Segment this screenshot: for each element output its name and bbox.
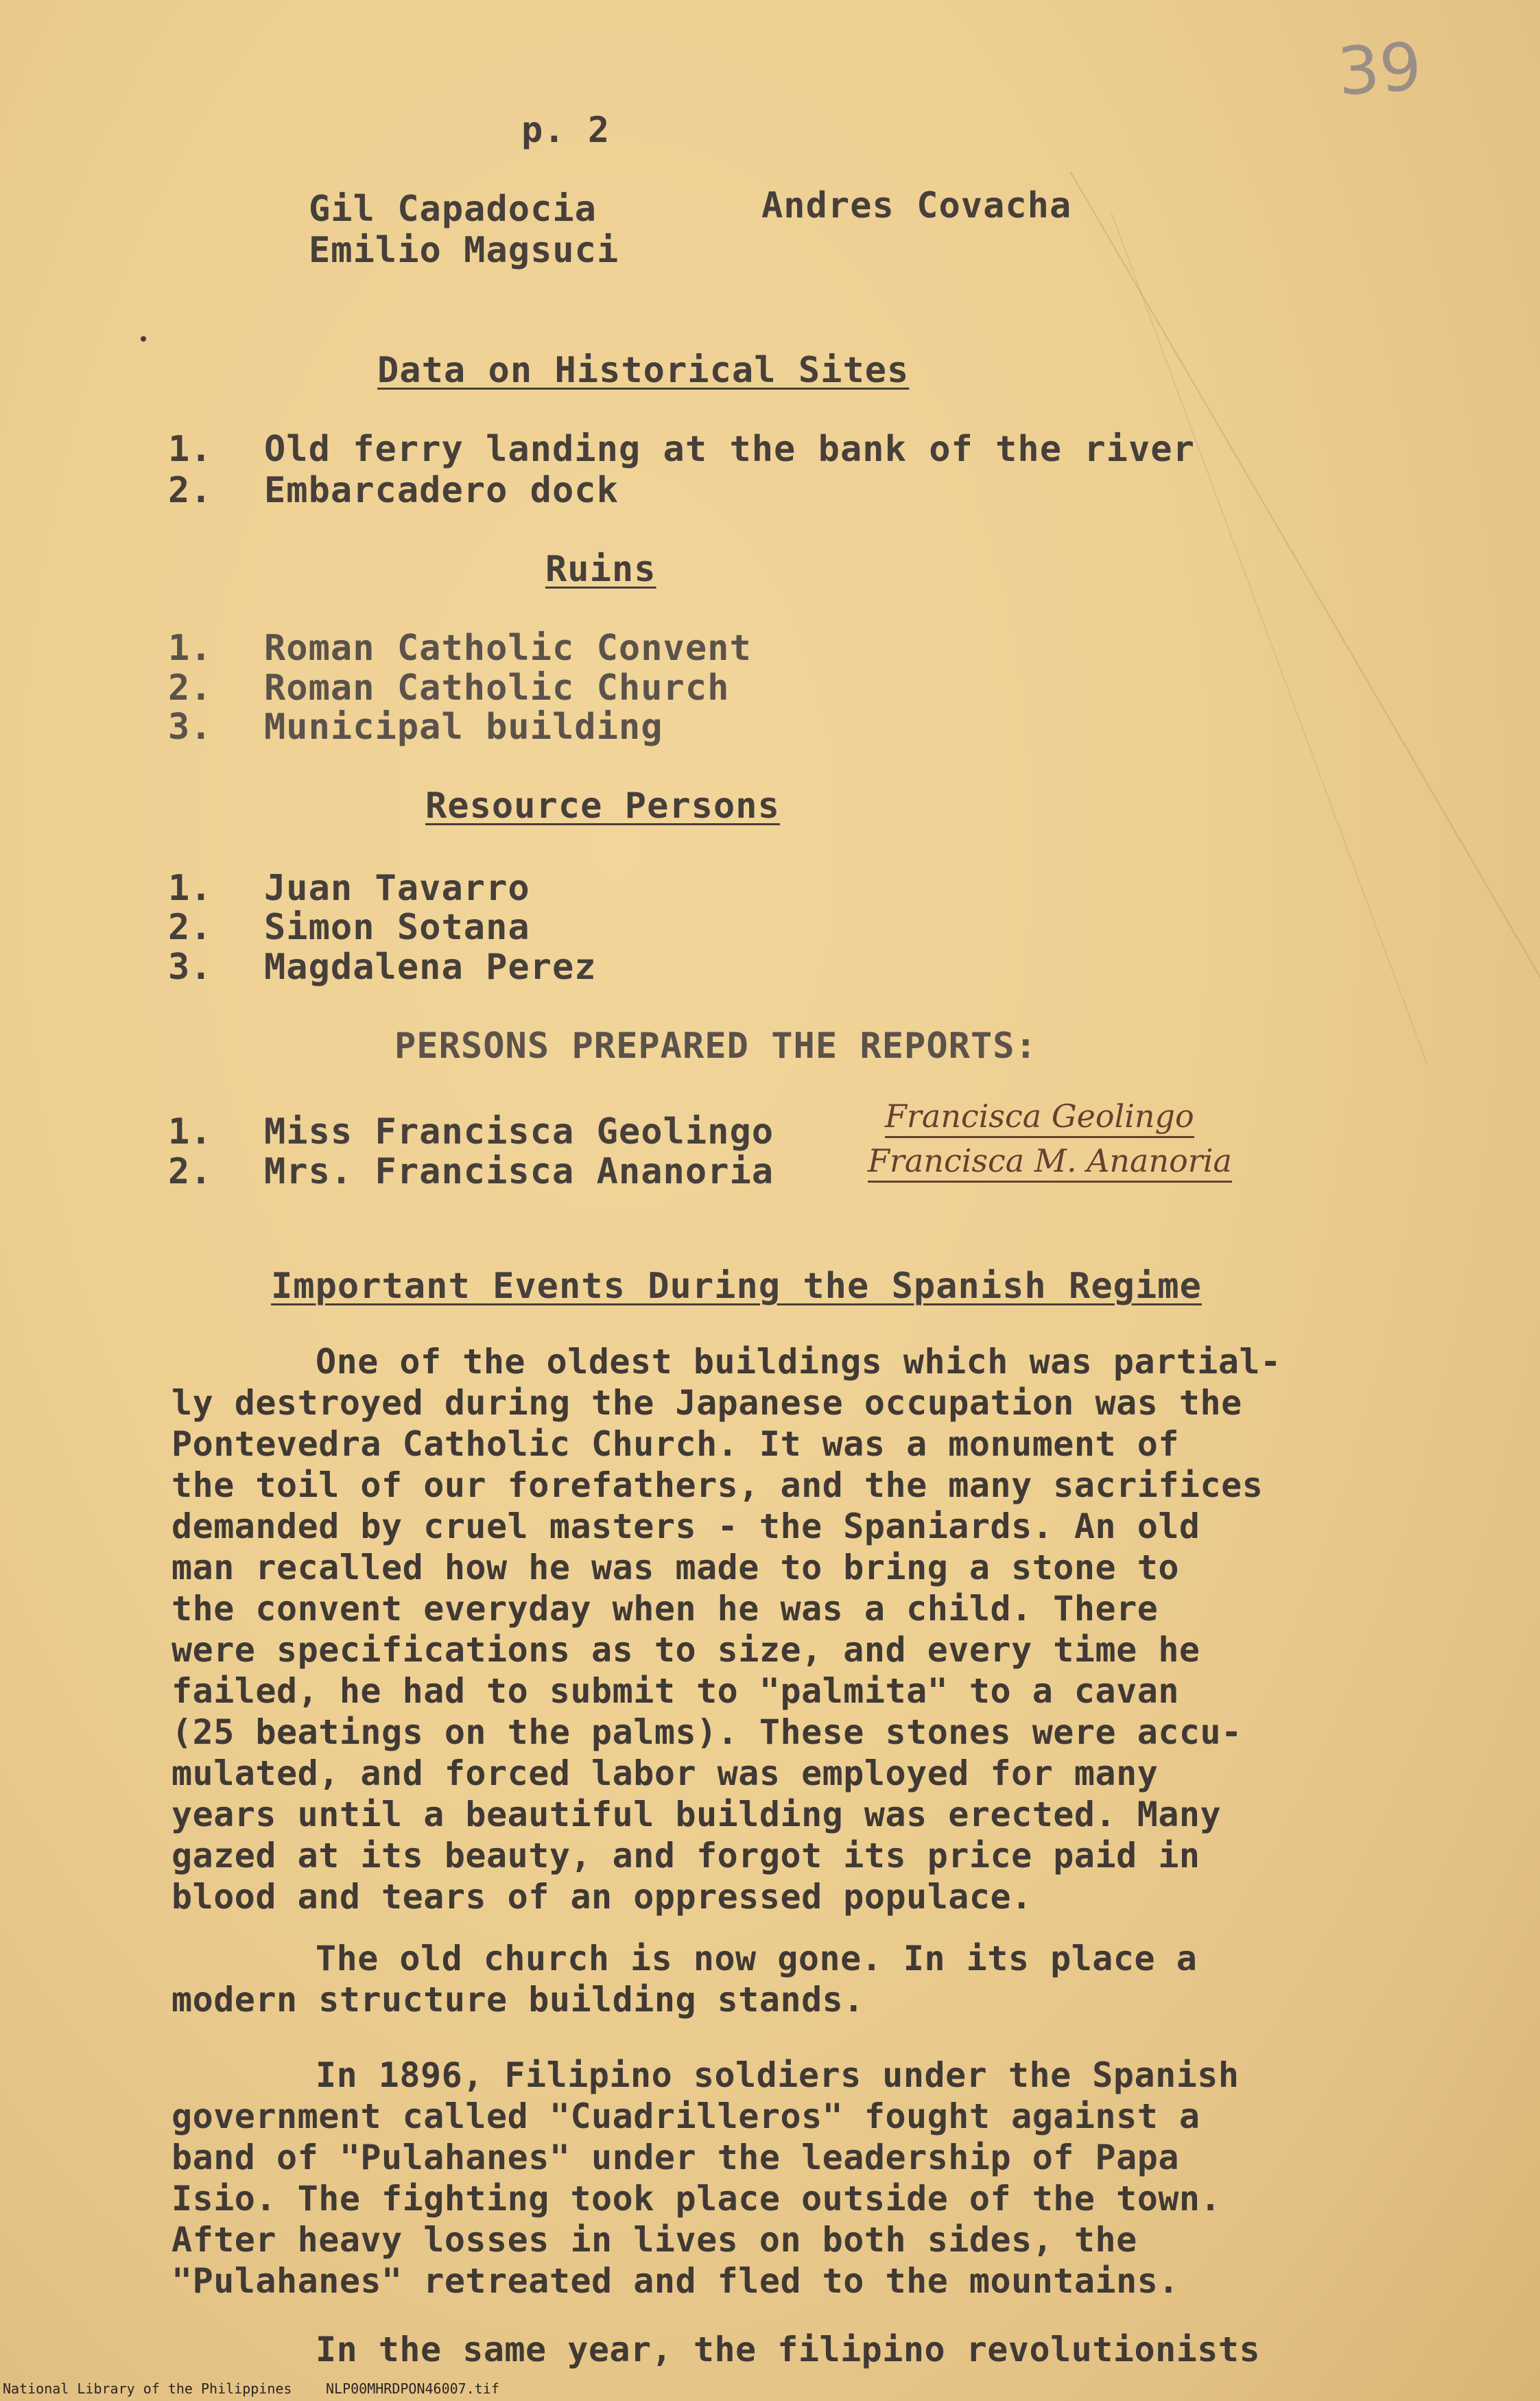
resource-person-item — [168, 907, 530, 948]
item-number: 2. — [168, 1151, 213, 1192]
footer-library-name: National Library of the Philippines — [3, 2380, 292, 2397]
signature-ananoria: Francisca M. Ananoria — [868, 1142, 1232, 1183]
item-text: Mrs. Francisca Ananoria — [264, 1151, 774, 1192]
item-number: 1. — [168, 1111, 213, 1152]
resource-persons-heading: Resource Persons — [425, 785, 780, 827]
item-text: Juan Tavarro — [264, 868, 530, 909]
resource-person-item — [168, 947, 597, 988]
paragraph-line: gazed at its beauty, and forgot its price paid in — [171, 1836, 1200, 1876]
paragraph-line: In the same year, the filipino revolutionists — [316, 2330, 1261, 2369]
item-text: Miss Francisca Geolingo — [264, 1111, 774, 1152]
preparer-item — [168, 1151, 774, 1192]
footer-file-name: NLP00MHRDPON46007.tif — [326, 2380, 499, 2397]
historical-site-item — [168, 429, 1195, 470]
ruins-item — [168, 667, 729, 709]
ruins-item — [168, 707, 663, 748]
paragraph-line: Isio. The fighting took place outside of the town. — [171, 2179, 1222, 2219]
paragraph-line: mulated, and forced labor was employed for many — [171, 1753, 1159, 1793]
paragraph-line: years until a beautiful building was erected. Many — [171, 1795, 1222, 1834]
events-paragraph-4 — [171, 2329, 1427, 2370]
item-text: Roman Catholic Convent — [264, 628, 752, 669]
paragraph-line: government called "Cuadrilleros" fought against a — [171, 2096, 1200, 2136]
paragraph-line: In 1896, Filipino soldiers under the Spanish — [316, 2055, 1240, 2095]
page-label: p. 2 — [521, 110, 611, 151]
paragraph-line: "Pulahanes" retreated and fled to the mountains. — [171, 2261, 1179, 2301]
paragraph-line: were specifications as to size, and every time he — [171, 1630, 1200, 1670]
ink-speck — [141, 336, 146, 342]
paragraph-line: the convent everyday when he was a child. There — [171, 1589, 1159, 1629]
paragraph-line: blood and tears of an oppressed populace. — [171, 1877, 1032, 1917]
item-number: 2. — [168, 470, 213, 511]
item-text: Embarcadero dock — [264, 470, 619, 511]
item-number: 1. — [168, 628, 213, 669]
preparers-heading: PERSONS PREPARED THE REPORTS: — [394, 1026, 1037, 1067]
paragraph-line: ly destroyed during the Japanese occupation was the — [171, 1383, 1242, 1423]
item-number: 2. — [168, 667, 213, 709]
item-text: Roman Catholic Church — [264, 667, 730, 709]
paragraph-line: Pontevedra Catholic Church. It was a monument of — [171, 1424, 1179, 1464]
resource-person-item — [168, 868, 530, 909]
paragraph-line: failed, he had to submit to "palmita" to a cavan — [171, 1671, 1179, 1711]
paragraph-line: modern structure building stands. — [171, 1980, 864, 2020]
paragraph-line: One of the oldest buildings which was partial- — [316, 1342, 1281, 1382]
name-gil-capadocia: Gil Capadocia — [309, 189, 597, 230]
events-heading: Important Events During the Spanish Regime — [271, 1266, 1202, 1307]
item-number: 2. — [168, 907, 213, 948]
item-number: 3. — [168, 707, 213, 748]
item-text: Municipal building — [264, 707, 663, 748]
name-emilio-magsuci: Emilio Magsuci — [309, 230, 619, 271]
item-text: Magdalena Perez — [264, 947, 597, 988]
paragraph-line: (25 beatings on the palms). These stones were accu- — [171, 1712, 1242, 1752]
paragraph-line: band of "Pulahanes" under the leadership of Papa — [171, 2138, 1179, 2177]
events-paragraph-1 — [171, 1341, 1427, 1917]
item-text: Old ferry landing at the bank of the river — [264, 429, 1195, 470]
paragraph-line: The old church is now gone. In its place a — [316, 1939, 1198, 1978]
historical-sites-heading: Data on Historical Sites — [377, 350, 910, 391]
paper-fold-lines — [1070, 172, 1540, 2230]
ruins-heading: Ruins — [545, 549, 656, 590]
events-paragraph-3 — [171, 2055, 1427, 2302]
item-text: Simon Sotana — [264, 907, 530, 948]
preparer-item — [168, 1111, 774, 1152]
historical-site-item — [168, 470, 619, 511]
item-number: 3. — [168, 947, 213, 988]
name-andres-covacha: Andres Covacha — [761, 185, 1072, 226]
page-corner-number: 39 — [1335, 27, 1424, 111]
events-paragraph-2 — [171, 1938, 1427, 2020]
ruins-item — [168, 628, 752, 669]
paragraph-line: the toil of our forefathers, and the many sacrifices — [171, 1465, 1264, 1505]
paragraph-line: After heavy losses in lives on both sides, the — [171, 2220, 1137, 2260]
item-number: 1. — [168, 868, 213, 909]
paragraph-line: man recalled how he was made to bring a stone to — [171, 1548, 1179, 1587]
item-number: 1. — [168, 429, 213, 470]
signature-geolingo: Francisca Geolingo — [885, 1098, 1194, 1138]
paragraph-line: demanded by cruel masters - the Spaniards. An old — [171, 1506, 1200, 1546]
